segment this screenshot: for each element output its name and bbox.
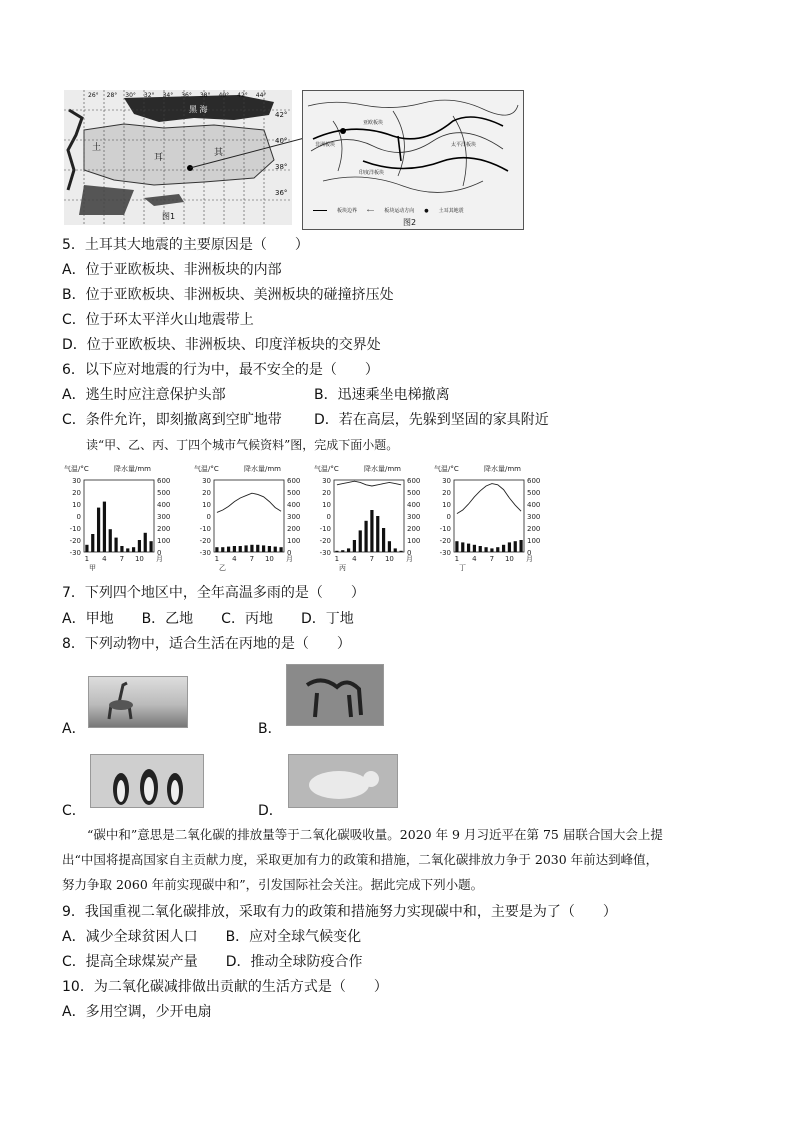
- precip-bar: [502, 545, 505, 552]
- lon-label: 38°: [199, 92, 211, 99]
- precip-bar: [353, 540, 356, 552]
- q5-option-c[interactable]: C．位于环太平洋火山地震带上: [62, 312, 254, 328]
- precip-tick-label: 400: [527, 501, 541, 509]
- temp-tick-label: 30: [202, 477, 211, 485]
- precip-tick-label: 500: [157, 489, 171, 497]
- lat-label: 36°: [275, 189, 288, 197]
- temp-tick-label: -20: [319, 537, 331, 545]
- fig1-land-label-2: 耳: [154, 153, 164, 163]
- precip-bar: [221, 547, 224, 552]
- temp-axis-label: 气温/°C: [314, 465, 339, 473]
- precip-axis-label: 降水量/mm: [244, 465, 281, 473]
- legend-dot-icon: ●: [424, 207, 429, 214]
- month-tick-label: 1: [214, 555, 220, 563]
- map-figure-2: [302, 90, 524, 230]
- month-tick-label: 7: [489, 555, 495, 563]
- legend-quake-label: 土耳其地震: [438, 208, 464, 214]
- precip-bar: [473, 545, 476, 552]
- month-tick-label: 1: [454, 555, 460, 563]
- precip-bar: [144, 533, 147, 552]
- q9-options-cd[interactable]: C．提高全球煤炭产量 D．推动全球防疫合作: [62, 954, 363, 970]
- precip-bar: [508, 542, 511, 552]
- precip-bar: [120, 546, 123, 552]
- polar-bear-image[interactable]: [288, 754, 398, 808]
- temp-tick-label: 0: [446, 513, 451, 521]
- precip-bar: [103, 502, 106, 552]
- precip-bar: [132, 547, 135, 552]
- penguin-icon: [91, 755, 203, 807]
- precip-bar: [484, 547, 487, 552]
- lon-label: 44°: [255, 92, 267, 99]
- q9-options-ab[interactable]: A．减少全球贫困人口 B．应对全球气候变化: [62, 929, 362, 945]
- month-unit-label: 月: [286, 555, 293, 563]
- precip-bar: [227, 547, 230, 552]
- legend-boundary-label: 板块边界: [337, 208, 358, 214]
- precip-bar: [262, 545, 265, 552]
- precip-bar: [268, 546, 271, 552]
- precip-bar: [399, 551, 402, 552]
- lon-label: 40°: [218, 92, 230, 99]
- temp-tick-label: 10: [442, 501, 451, 509]
- precip-bar: [455, 541, 458, 552]
- precip-tick-label: 400: [157, 501, 171, 509]
- lon-label: 26°: [88, 92, 99, 99]
- precip-bar: [215, 547, 218, 552]
- temp-tick-label: 0: [206, 513, 211, 521]
- plate-label-indian: 印度洋板块: [359, 170, 385, 176]
- month-tick-label: 4: [472, 555, 477, 563]
- climate-chart-jia: [62, 462, 184, 574]
- lat-label: 42°: [275, 111, 288, 119]
- polar-bear-icon: [289, 755, 397, 807]
- q6-stem: 6．以下应对地震的行为中，最不安全的是（ ）: [62, 362, 379, 378]
- temp-tick-label: -10: [319, 525, 331, 533]
- lon-label: 36°: [181, 92, 192, 99]
- precip-tick-label: 500: [287, 489, 301, 497]
- temp-tick-label: 20: [72, 489, 81, 497]
- precip-bar: [364, 521, 367, 552]
- carbon-intro-line-1: “碳中和”意思是二氧化碳的排放量等于二氧化碳吸收量。2020 年 9 月习近平在第 75 届联合国大会上提: [87, 827, 663, 842]
- month-tick-label: 7: [369, 555, 375, 563]
- precip-tick-label: 0: [287, 549, 292, 557]
- temp-tick-label: -30: [69, 549, 81, 557]
- precip-tick-label: 300: [407, 513, 421, 521]
- precip-tick-label: 600: [527, 477, 541, 485]
- month-tick-label: 4: [232, 555, 237, 563]
- month-tick-label: 1: [334, 555, 340, 563]
- precip-bar: [91, 534, 94, 552]
- precip-axis-label: 降水量/mm: [484, 465, 521, 473]
- temp-tick-label: 0: [76, 513, 81, 521]
- precip-bar: [274, 547, 277, 552]
- lat-label: 38°: [275, 163, 288, 171]
- precip-bar: [114, 538, 117, 552]
- legend-arrow-icon: ⟵: [367, 207, 375, 214]
- chart-frame: [334, 480, 404, 552]
- precip-tick-label: 100: [527, 537, 541, 545]
- precip-bar: [461, 542, 464, 552]
- temp-tick-label: -30: [439, 549, 451, 557]
- temp-tick-label: -10: [199, 525, 211, 533]
- fig1-land-label-3: 其: [214, 148, 224, 158]
- precip-bar: [359, 530, 362, 552]
- q10-stem: 10．为二氧化碳减排做出贡献的生活方式是（ ）: [62, 979, 388, 995]
- fig1-caption: 图1: [162, 212, 176, 221]
- temp-tick-label: -10: [69, 525, 81, 533]
- q9-stem: 9．我国重视二氧化碳排放，采取有力的政策和措施努力实现碳中和，主要是为了（ ）: [62, 904, 617, 920]
- month-unit-label: 月: [526, 555, 533, 563]
- lat-label: 40°: [275, 137, 288, 145]
- month-tick-label: 7: [119, 555, 125, 563]
- city-name-label: 丙: [339, 564, 346, 572]
- precip-tick-label: 200: [407, 525, 421, 533]
- precip-bar: [335, 551, 338, 552]
- lon-label: 32°: [143, 92, 155, 99]
- lon-label: 30°: [125, 92, 136, 99]
- precip-bar: [394, 548, 397, 552]
- fig1-lon-labels: [88, 92, 266, 99]
- turkey-quake-marker: [340, 128, 346, 134]
- precip-bar: [244, 545, 247, 552]
- month-unit-label: 月: [156, 555, 163, 563]
- precip-bar: [479, 546, 482, 552]
- temp-tick-label: 30: [322, 477, 331, 485]
- world-plates-map: [303, 91, 523, 203]
- month-unit-label: 月: [406, 555, 413, 563]
- precip-bar: [370, 510, 373, 552]
- camel-icon: [287, 665, 383, 725]
- q5-option-a[interactable]: A．位于亚欧板块、非洲板块的内部: [62, 262, 282, 278]
- temp-tick-label: 30: [72, 477, 81, 485]
- precip-tick-label: 200: [287, 525, 301, 533]
- q6-option-c[interactable]: C．条件允许，即刻撤离到空旷地带: [62, 412, 282, 428]
- plate-label-pacific: 太平洋板块: [451, 142, 477, 148]
- q8-option-d-label[interactable]: D．: [258, 803, 283, 819]
- temp-axis-label: 气温/°C: [64, 465, 89, 473]
- temp-tick-label: -20: [69, 537, 81, 545]
- fig1-land-label-1: 土: [92, 143, 102, 153]
- temp-line: [457, 484, 521, 514]
- city-name-label: 甲: [89, 564, 96, 572]
- precip-tick-label: 200: [527, 525, 541, 533]
- temp-tick-label: -10: [439, 525, 451, 533]
- plate-label-africa: 非洲板块: [315, 142, 336, 148]
- plate-label-eurasia: 亚欧板块: [363, 120, 384, 126]
- giraffe-image[interactable]: [88, 676, 188, 728]
- precip-bar: [250, 545, 253, 552]
- q8-stem: 8．下列动物中，适合生活在丙地的是（ ）: [62, 636, 351, 652]
- precip-bar: [85, 545, 88, 552]
- q7-stem: 7．下列四个地区中，全年高温多雨的是（ ）: [62, 585, 365, 601]
- fig2-legend: [313, 207, 464, 214]
- precip-bar: [376, 516, 379, 552]
- city-name-label: 乙: [219, 564, 226, 572]
- month-tick-label: 10: [384, 555, 394, 563]
- precip-tick-label: 0: [407, 549, 412, 557]
- precip-axis-label: 降水量/mm: [364, 465, 401, 473]
- q5-stem: 5．土耳其大地震的主要原因是（ ）: [62, 237, 309, 253]
- q6-option-b[interactable]: B．迅速乘坐电梯撤离: [314, 387, 450, 403]
- chart-frame: [84, 480, 154, 552]
- precip-bar: [256, 545, 259, 552]
- climate-intro: 读“甲、乙、丙、丁四个城市气候资料”图，完成下面小题。: [86, 438, 399, 452]
- giraffe-icon: [89, 677, 187, 727]
- q8-option-a-label[interactable]: A．: [62, 721, 86, 737]
- temp-tick-label: 0: [326, 513, 331, 521]
- precip-tick-label: 0: [527, 549, 532, 557]
- temp-tick-label: 30: [442, 477, 451, 485]
- climate-chart-yi: [192, 462, 314, 574]
- precip-tick-label: 0: [157, 549, 162, 557]
- month-tick-label: 4: [352, 555, 357, 563]
- fig2-caption: 图2: [403, 218, 417, 227]
- q5-option-b[interactable]: B．位于亚欧板块、非洲板块、美洲板块的碰撞挤压处: [62, 287, 394, 303]
- carbon-intro: [62, 826, 742, 894]
- precip-bar: [490, 548, 493, 552]
- temp-tick-label: -30: [199, 549, 211, 557]
- temp-tick-label: 10: [202, 501, 211, 509]
- temp-axis-label: 气温/°C: [434, 465, 459, 473]
- q8-option-c-label[interactable]: C．: [62, 803, 86, 819]
- temp-line: [337, 481, 401, 486]
- precip-bar: [467, 544, 470, 552]
- chart-frame: [454, 480, 524, 552]
- precip-tick-label: 500: [527, 489, 541, 497]
- temp-tick-label: 20: [322, 489, 331, 497]
- precip-bar: [138, 540, 141, 552]
- climate-charts-row: [62, 462, 552, 574]
- temp-line: [217, 493, 281, 512]
- precip-bar: [382, 528, 385, 552]
- precip-tick-label: 400: [287, 501, 301, 509]
- precip-tick-label: 600: [407, 477, 421, 485]
- lon-label: 28°: [106, 92, 118, 99]
- lon-label: 42°: [237, 92, 248, 99]
- precip-bar: [341, 550, 344, 552]
- precip-tick-label: 100: [287, 537, 301, 545]
- legend-direction-label: 板块运动方向: [384, 208, 415, 214]
- temp-tick-label: 20: [442, 489, 451, 497]
- q10-option-a[interactable]: A．多用空调，少开电扇: [62, 1004, 212, 1020]
- climate-chart-bing: [312, 462, 434, 574]
- precip-tick-label: 300: [287, 513, 301, 521]
- precip-tick-label: 300: [527, 513, 541, 521]
- precip-bar: [388, 541, 391, 552]
- month-tick-label: 1: [84, 555, 90, 563]
- precip-tick-label: 400: [407, 501, 421, 509]
- temp-tick-label: 10: [322, 501, 331, 509]
- temp-tick-label: -20: [439, 537, 451, 545]
- precip-bar: [514, 541, 517, 552]
- precip-tick-label: 600: [157, 477, 171, 485]
- climate-chart-ding: [432, 462, 554, 574]
- precip-bar: [279, 547, 282, 552]
- q6-option-a[interactable]: A．逃生时应注意保护头部: [62, 387, 226, 403]
- q5-option-d[interactable]: D．位于亚欧板块、非洲板块、印度洋板块的交界处: [62, 337, 381, 353]
- carbon-intro-line-2: 出“中国将提高国家自主贡献力度，采取更加有力的政策和措施，二氧化碳排放力争于 2030 年前达到峰值，: [62, 852, 659, 867]
- month-tick-label: 10: [504, 555, 514, 563]
- precip-bar: [109, 529, 112, 552]
- precip-tick-label: 500: [407, 489, 421, 497]
- month-tick-label: 10: [264, 555, 274, 563]
- carbon-intro-line-3: 努力争取 2060 年前实现碳中和”，引发国际社会关注。据此完成下列小题。: [62, 877, 484, 892]
- temp-tick-label: 20: [202, 489, 211, 497]
- precip-bar: [97, 508, 100, 552]
- temp-axis-label: 气温/°C: [194, 465, 219, 473]
- precip-axis-label: 降水量/mm: [114, 465, 151, 473]
- city-name-label: 丁: [459, 564, 466, 572]
- precip-bar: [149, 541, 152, 552]
- precip-bar: [519, 540, 522, 552]
- precip-tick-label: 100: [407, 537, 421, 545]
- fig1-sea-label: 黑 海: [189, 105, 208, 114]
- precip-bar: [126, 548, 129, 552]
- q7-options[interactable]: A．甲地 B．乙地 C．丙地 D．丁地: [62, 611, 354, 627]
- temp-tick-label: -30: [319, 549, 331, 557]
- precip-tick-label: 600: [287, 477, 301, 485]
- camel-image[interactable]: [286, 664, 384, 726]
- q8-option-b-label[interactable]: B．: [258, 721, 282, 737]
- temp-tick-label: 10: [72, 501, 81, 509]
- precip-tick-label: 200: [157, 525, 171, 533]
- precip-bar: [496, 547, 499, 552]
- precip-bar: [239, 546, 242, 552]
- legend-boundary-icon: [313, 210, 327, 211]
- chart-frame: [214, 480, 284, 552]
- penguin-image[interactable]: [90, 754, 204, 808]
- month-tick-label: 4: [102, 555, 107, 563]
- precip-tick-label: 300: [157, 513, 171, 521]
- precip-bar: [347, 548, 350, 552]
- precip-tick-label: 100: [157, 537, 171, 545]
- month-tick-label: 10: [134, 555, 144, 563]
- lon-label: 34°: [162, 92, 174, 99]
- q6-option-d[interactable]: D．若在高层，先躲到坚固的家具附近: [314, 412, 549, 428]
- temp-tick-label: -20: [199, 537, 211, 545]
- precip-bar: [233, 546, 236, 552]
- month-tick-label: 7: [249, 555, 255, 563]
